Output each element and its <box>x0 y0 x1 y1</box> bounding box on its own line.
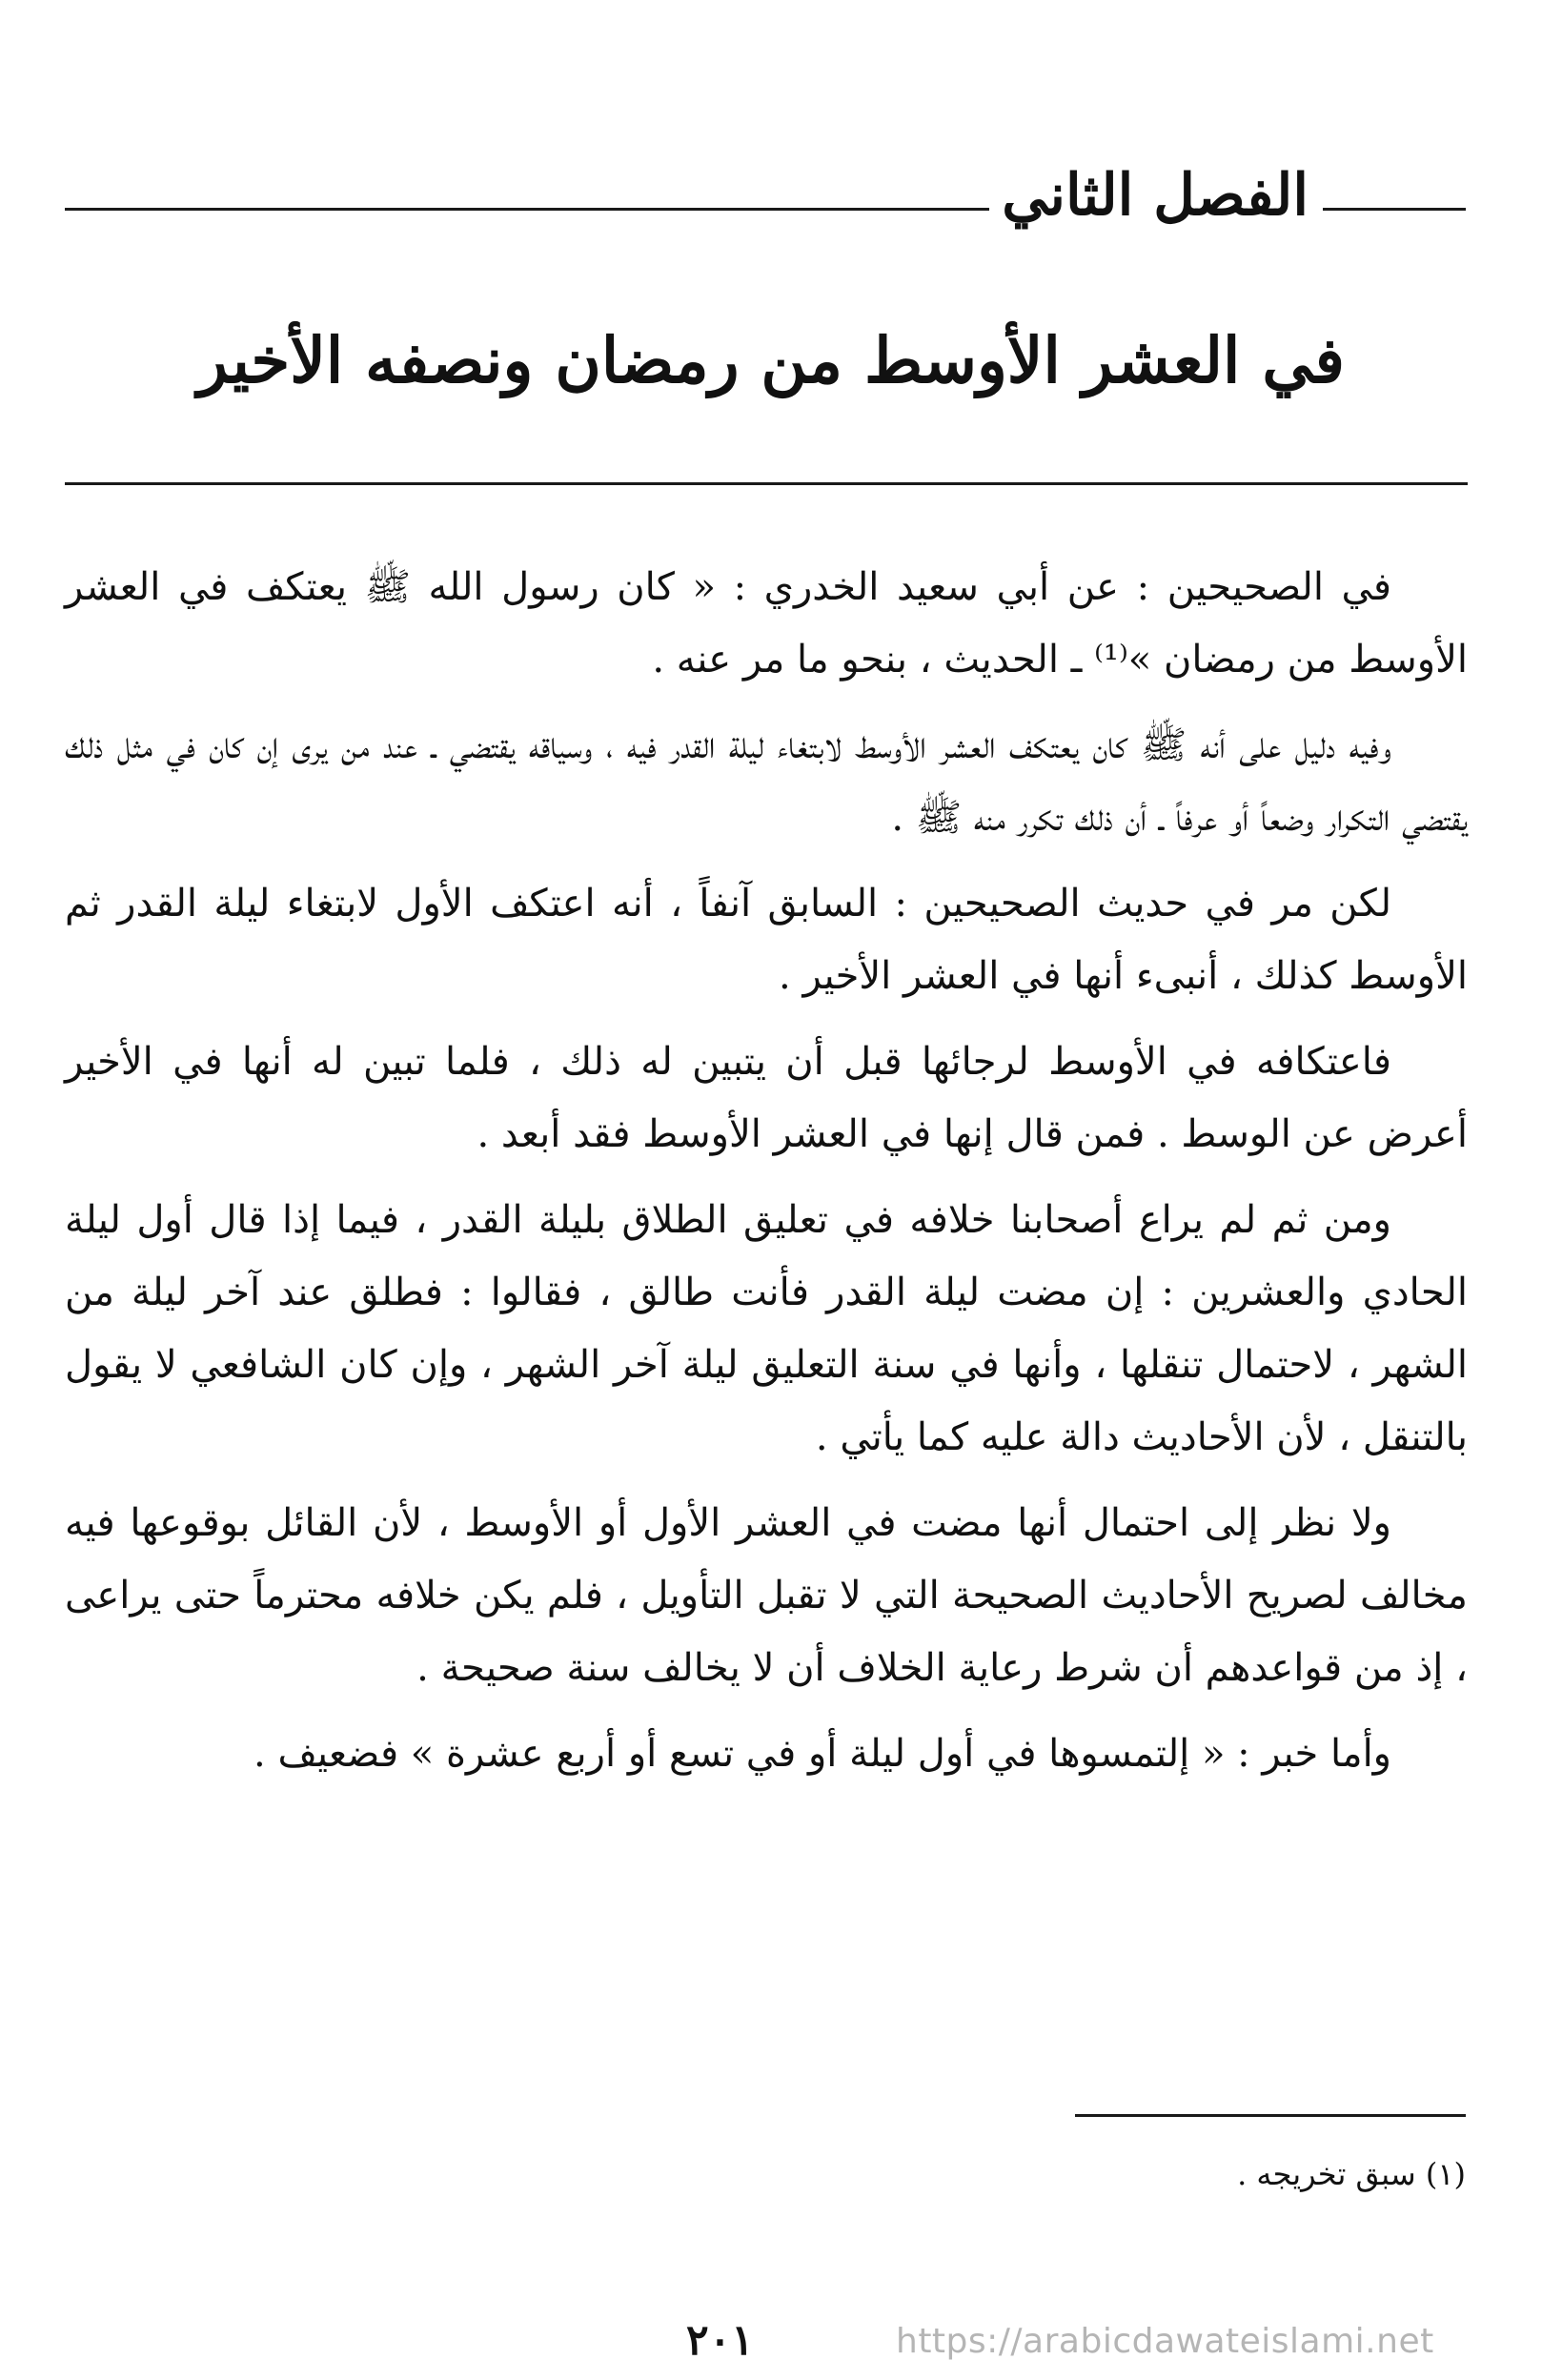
paragraph: لكن مر في حديث الصحيحين : السابق آنفاً ، أنه اعتكف الأول لابتغاء ليلة القدر ثم الأوسط كذلك ، أنبىء أنها في العشر الأخير . <box>65 882 1468 998</box>
footnote: (١) سبق تخريجه . <box>1237 2156 1466 2192</box>
paragraph: ومن ثم لم يراع أصحابنا خلافه في تعليق الطلاق بليلة القدر ، فيما إذا قال أول ليلة الحادي والعشرين : إن مضت ليلة القدر فأنت طالق ، فقالوا : فطلق عند آخر ليلة من الشهر ، لاحتمال تنقلها ، وأنها في سنة التعليق ليلة آخر الشهر ، وإن كان الشافعي لا يقول بالتنقل ، لأن الأحاديث دالة عليه كما يأتي . <box>65 1198 1468 1459</box>
footnote-divider <box>1075 2114 1466 2117</box>
section-divider <box>65 482 1468 485</box>
chapter-title: الفصل الثاني <box>1002 162 1309 229</box>
paragraph: وفيه دليل على أنه ﷺ كان يعتكف العشر الأوسط لابتغاء ليلة القدر فيه ، وسياقه يقتضي ـ عند من يرى إن كان في مثل ذلك يقتضي التكرار وضعاً أو عرفاً ـ أن ذلك تكرر منه ﷺ . <box>65 723 1468 840</box>
watermark: https://arabicdawateislami.net <box>896 2322 1434 2361</box>
page-number: ٢٠١ <box>686 2316 754 2365</box>
chapter-rule-left <box>65 208 989 211</box>
paragraph: في الصحيحين : عن أبي سعيد الخدري : « كان رسول الله ﷺ يعتكف في العشر الأوسط من رمضان »⁽¹⁾ ـ الحديث ، بنحو ما مر عنه . <box>65 565 1468 681</box>
paragraph: وأما خبر : « إلتمسوها في أول ليلة أو في تسع أو أربع عشرة » فضعيف . <box>254 1732 1391 1776</box>
body-text <box>65 551 1468 1803</box>
chapter-rule-right <box>1323 208 1466 211</box>
paragraph: ولا نظر إلى احتمال أنها مضت في العشر الأول أو الأوسط ، لأن القائل بوقوعها فيه مخالف لصريح الأحاديث الصحيحة التي لا تقبل التأويل ، فلم يكن خلافه محترماً حتى يراعى ، إذ من قواعدهم أن شرط رعاية الخلاف أن لا يخالف سنة صحيحة . <box>65 1501 1468 1690</box>
paragraph: فاعتكافه في الأوسط لرجائها قبل أن يتبين له ذلك ، فلما تبين له أنها في الأخير أعرض عن الوسط . فمن قال إنها في العشر الأوسط فقد أبعد . <box>65 1040 1468 1156</box>
section-title: في العشر الأوسط من رمضان ونصفه الأخير <box>197 323 1345 397</box>
